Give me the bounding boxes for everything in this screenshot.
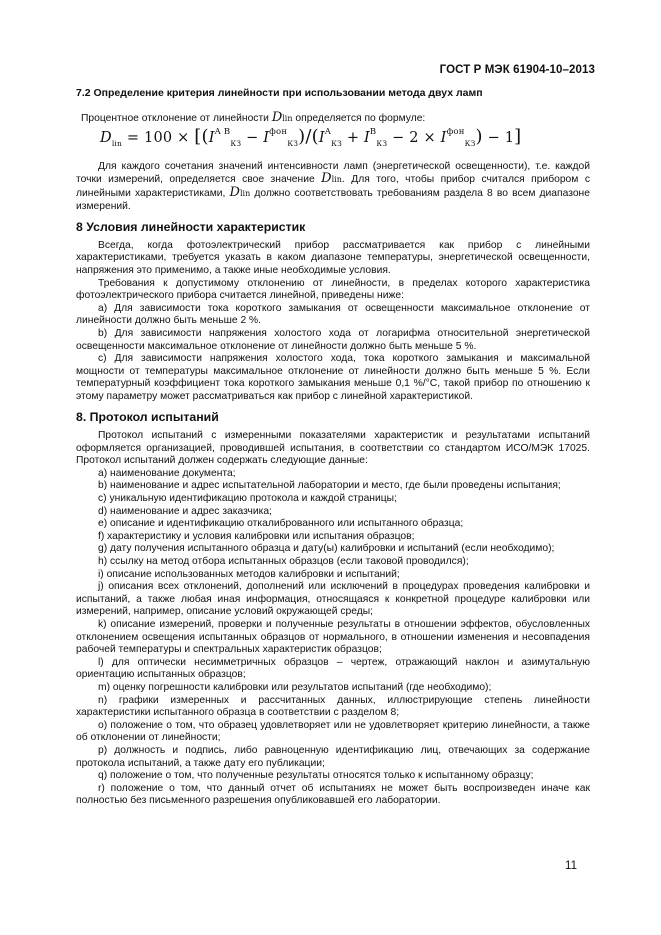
list-item: d) наименование и адрес заказчика;: [98, 505, 272, 517]
section-7-2-paragraph: Для каждого сочетания значений интенсивности ламп (энергетической освещенности), т.е. каждой точки измерений, определяется свое значение Dlin. Для того, чтобы прибор считался прибором с линейными характеристиками, Dlin должно соответствовать требованиям раздела 8 во всем диапазоне измерений.: [76, 160, 590, 212]
list-item: i) описание использованных методов калибровки и испытаний;: [98, 568, 400, 580]
conditions-paragraph-1: Всегда, когда фотоэлектрический прибор рассматривается как прибор с линейными характеристиками, требуется указать в каком диапазоне температуры, энергетической освещенности, напряжения это применимо, а также иные необходимые условия.: [76, 239, 590, 276]
list-item: c) уникальную идентификацию протокола и каждой страницы;: [98, 493, 397, 505]
list-item: o) положение о том, что образец удовлетворяет или не удовлетворяет критерию линейности, а также об отклонении от линейности;: [76, 719, 590, 744]
formula-intro-after: определяется по формуле:: [295, 112, 426, 124]
list-item: q) положение о том, что полученные результаты относятся только к испытанному образцу;: [98, 770, 534, 782]
list-item: m) оценку погрешности калибровки или результатов испытаний (где необходимо);: [98, 681, 492, 693]
list-item: f) характеристику и условия калибровки или испытания образцов;: [98, 530, 415, 542]
standard-header: ГОСТ Р МЭК 61904-10–2013: [439, 64, 595, 76]
section-8-conditions-title: 8 Условия линейности характеристик: [76, 220, 306, 235]
list-item: k) описание измерений, проверки и полученные результаты в отношении эффектов, обусловленных отклонением освещения испытанных образцов от нормального, в отношении изменения и несовпадения рабочей температуры и спектральных характеристик образцов;: [76, 618, 590, 656]
protocol-items-list: [76, 468, 590, 808]
list-item: j) описания всех отклонений, дополнений или исключений в процедурах проведения калибровки и испытаний, а также любая иная информация, относящаяся к конкретной процедуре калибровки или измерений, например, описание условий окружающей среды;: [76, 581, 590, 618]
list-item: h) ссылку на метод отбора испытанных образцов (если таковой проводился);: [98, 556, 469, 567]
section-7-2-title: 7.2 Определение критерия линейности при использовании метода двух ламп: [76, 87, 483, 99]
page-content: [76, 84, 590, 808]
list-item: e) описание и идентификацию откалиброванного или испытанного образца;: [98, 518, 464, 530]
dlin-symbol: Dlin: [229, 184, 251, 200]
formula-intro-before: Процентное отклонение от линейности: [81, 112, 269, 124]
list-item: n) графики измеренных и рассчитанных данных, иллюстрирующие степень линейности характеристики испытанного образца в соответствии с разделом 8;: [76, 694, 590, 719]
list-item: g) дату получения испытанного образца и дату(ы) калибровки и испытаний (если необходимо);: [98, 543, 555, 555]
list-item: b) наименование и адрес испытательной лаборатории и место, где были проведены испытания;: [98, 480, 561, 492]
list-item: p) должность и подпись, либо равноценную идентификацию лиц, отвечающих за содержание протокола испытаний, а также дату его публикации;: [76, 744, 590, 769]
condition-c: c) Для зависимости напряжения холостого хода, тока короткого замыкания и максимальной мощности от температуры максимальное отклонение от линейности должно быть меньше 5 %. Если температурный коэффициент тока короткого замыкания меньше 0,1 %/°C, такой прибор по отношению к этому параметру может рассматриваться как прибор с линейной характеристикой.: [76, 353, 590, 402]
protocol-paragraph: Протокол испытаний с измеренными показателями характеристик и результатами испытаний оформляется организацией, проводившей испытания, в соответствии со стандартом ИСО/МЭК 17025. Протокол испытаний должен содержать следующие данные:: [76, 430, 590, 467]
conditions-paragraph-2: Требования к допустимому отклонению от линейности, в пределах которого характеристика фотоэлектрического прибора считается линейной, приведены ниже:: [76, 277, 590, 302]
condition-b: b) Для зависимости напряжения холостого хода от логарифма относительной энергетической освещенности максимальное отклонение от линейности должно быть меньше 5 %.: [76, 327, 590, 352]
list-item: l) для оптически несимметричных образцов – чертеж, отражающий наклон и азимутальную ориентацию испытанных образцов;: [76, 656, 590, 681]
section-8-protocol-title: 8. Протокол испытаний: [76, 410, 219, 425]
formula-intro: [81, 109, 590, 126]
dlin-symbol: Dlin: [271, 109, 293, 125]
dlin-symbol: Dlin: [321, 171, 342, 187]
page-number: 11: [565, 860, 577, 872]
condition-a: а) Для зависимости тока короткого замыкания от освещенности максимальное отклонение от линейности должно быть меньше 2 %.: [76, 302, 590, 327]
list-item: a) наименование документа;: [98, 467, 236, 479]
list-item: r) положение о том, что данный отчет об испытаниях не может быть воспроизведен иначе как полностью без письменного разрешения опубликовавшей его лаборатории.: [76, 782, 590, 807]
linearity-formula: $D_{lin} = 100 \times [(I^{A B}_{КЗ} - I^{фон}_{КЗ})/(I^A_{КЗ} + I^B_{КЗ} - 2 \times I^{фон}_{КЗ}) - 1]$: [100, 126, 522, 149]
